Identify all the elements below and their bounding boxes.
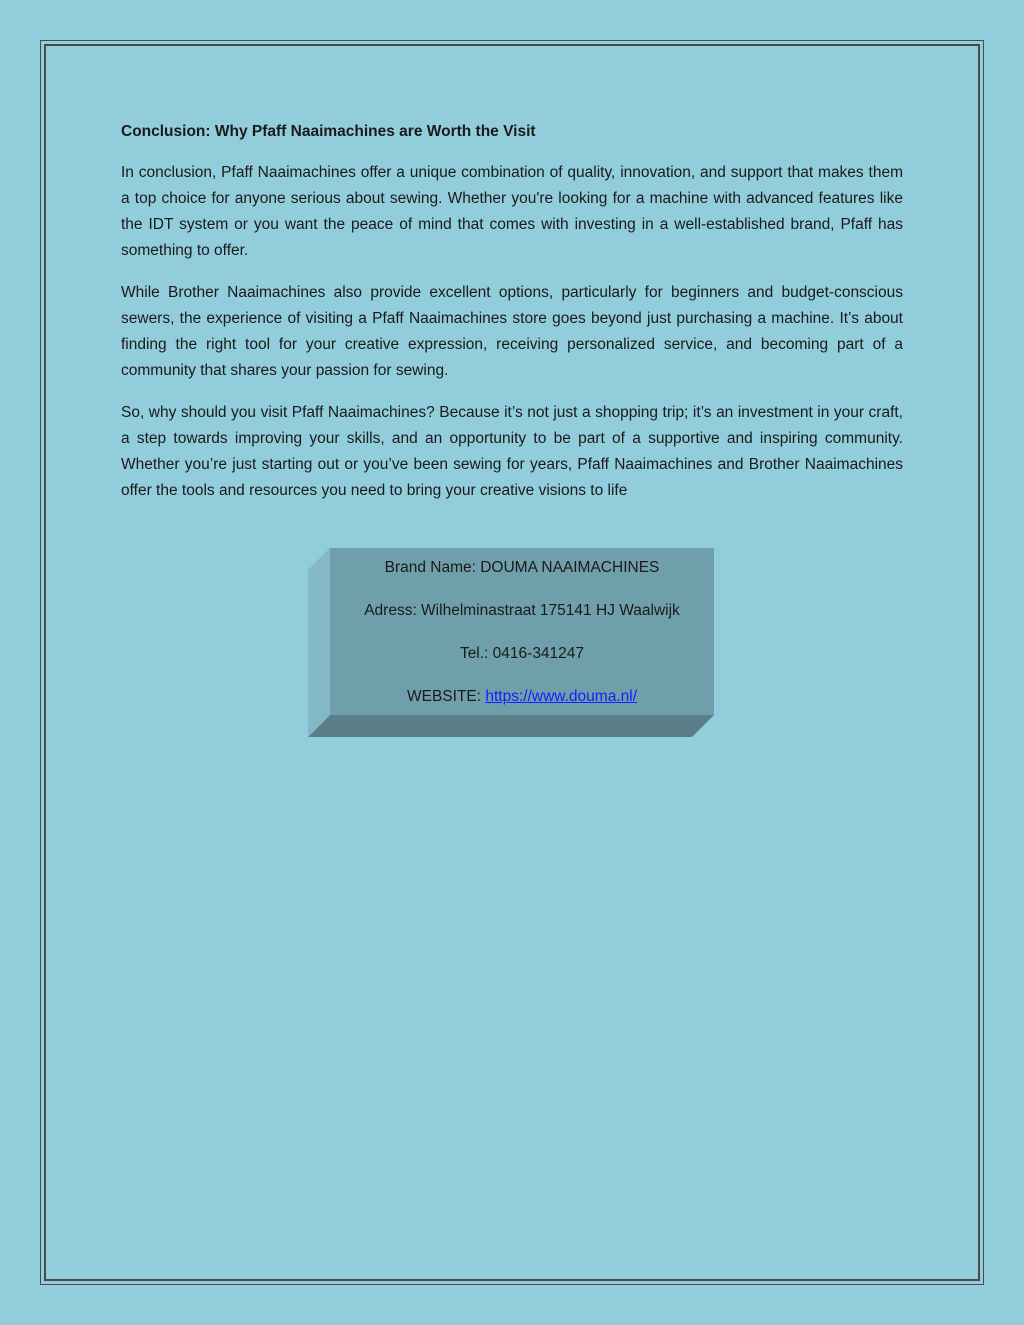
brand-name: Brand Name: DOUMA NAAIMACHINES <box>384 559 660 576</box>
website-link[interactable]: https://www.douma.nl/ <box>485 688 637 705</box>
section-heading: Conclusion: Why Pfaff Naaimachines are Worth the Visit <box>121 123 536 140</box>
paragraph-3: So, why should you visit Pfaff Naaimachines? Because it’s not just a shopping trip; it’s an investment in your craft, a step towards improving your skills, and an opportunity to be part of a supportive and inspiring community. Whether you’re just starting out or you’ve been sewing for years, Pfaff Naaimachines and Brother Naaimachines offer the tools and resources you need to bring your creative visions to life <box>121 404 903 499</box>
website-label: WEBSITE: <box>407 688 486 705</box>
document-body <box>121 120 903 520</box>
contact-info-lines <box>330 550 714 722</box>
address: Adress: Wilhelminastraat 175141 HJ Waalwijk <box>364 602 680 619</box>
website-line <box>330 679 714 722</box>
paragraph-1: In conclusion, Pfaff Naaimachines offer a unique combination of quality, innovation, and support that makes them a top choice for anyone serious about sewing. Whether you're looking for a machine with advanced features like the IDT system or you want the peace of mind that comes with investing in a well-established brand, Pfaff has something to offer. <box>121 164 903 259</box>
box-bevel-left <box>308 548 330 737</box>
paragraph-2: While Brother Naaimachines also provide excellent options, particularly for beginners and budget-conscious sewers, the experience of visiting a Pfaff Naaimachines store goes beyond just purchasing a machine. It’s about finding the right tool for your creative expression, receiving personalized service, and becoming part of a community that shares your passion for sewing. <box>121 284 903 379</box>
telephone: Tel.: 0416-341247 <box>459 645 585 662</box>
